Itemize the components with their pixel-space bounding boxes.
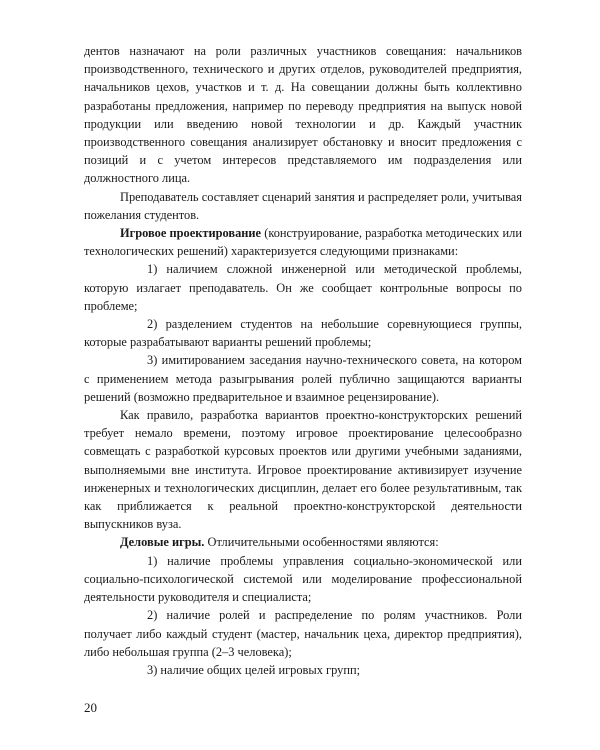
list-item: 2) разделением студентов на небольшие соревнующиеся группы, которые разрабатывают варианты решений проблемы;: [84, 317, 522, 350]
paragraph-1: дентов назначают на роли различных участников совещания: начальников производственного, технического и других отделов, руководителей предприятия, начальников цехов, участков и т. д. На совещании должны быть коллективно разработаны предложения, например по переводу предприятия на выпуск новой продукции или введению новой технологии и др. Каждый участник производственного совещания анализирует обстановку и вносит предложения с позиций и с учетом интересов представляемого им подразделения или должностного лица.: [84, 44, 522, 186]
term-heading: Деловые игры.: [120, 535, 205, 550]
paragraph-7: Как правило, разработка вариантов проектно-конструкторских решений требует немало времени, поэтому игровое проектирование целесообразно совмещать с разработкой курсовых проектов или другими учебными заданиями, выполняемыми вне института. Игровое проектирование активизирует изучение инженерных и технологических дисциплин, делает его более результативным, так как приближается к реальной проектно-конструкторской деятельности выпускников вуза.: [84, 408, 522, 532]
paragraph-8: Деловые игры. Отличительными особенностями являются:: [120, 535, 439, 550]
list-item: 1) наличием сложной инженерной или методической проблемы, которую излагает преподаватель. Он же сообщает контрольные вопросы по проблеме;: [84, 262, 522, 313]
page-number: 20: [84, 700, 97, 715]
list-item: 2) наличие ролей и распределение по ролям участников. Роли получает либо каждый студент (мастер, начальник цеха, директор предприятия), либо небольшая группа (2–3 человека);: [84, 608, 522, 659]
list-item: 3) наличие общих целей игровых групп;: [147, 662, 361, 677]
list-item: 1) наличие проблемы управления социально-экономической или социально-психологической системой или моделирование профессиональной деятельности руководителя и специалиста;: [84, 553, 522, 605]
list-item: 3) имитированием заседания научно-технического совета, на котором с применением метода разыгрывания ролей публично защищаются варианты решений (возможно предварительное и взаимное рецензирование).: [84, 353, 522, 404]
term-heading: Игровое проектирование: [120, 226, 262, 241]
body-text: [84, 42, 522, 679]
paragraph-3: Игровое проектирование (конструирование, разработка методических или технологических решений) характеризуется следующими признаками:: [84, 226, 522, 259]
paragraph-2: Преподаватель составляет сценарий занятия и распределяет роли, учитывая пожелания студентов.: [84, 189, 522, 222]
